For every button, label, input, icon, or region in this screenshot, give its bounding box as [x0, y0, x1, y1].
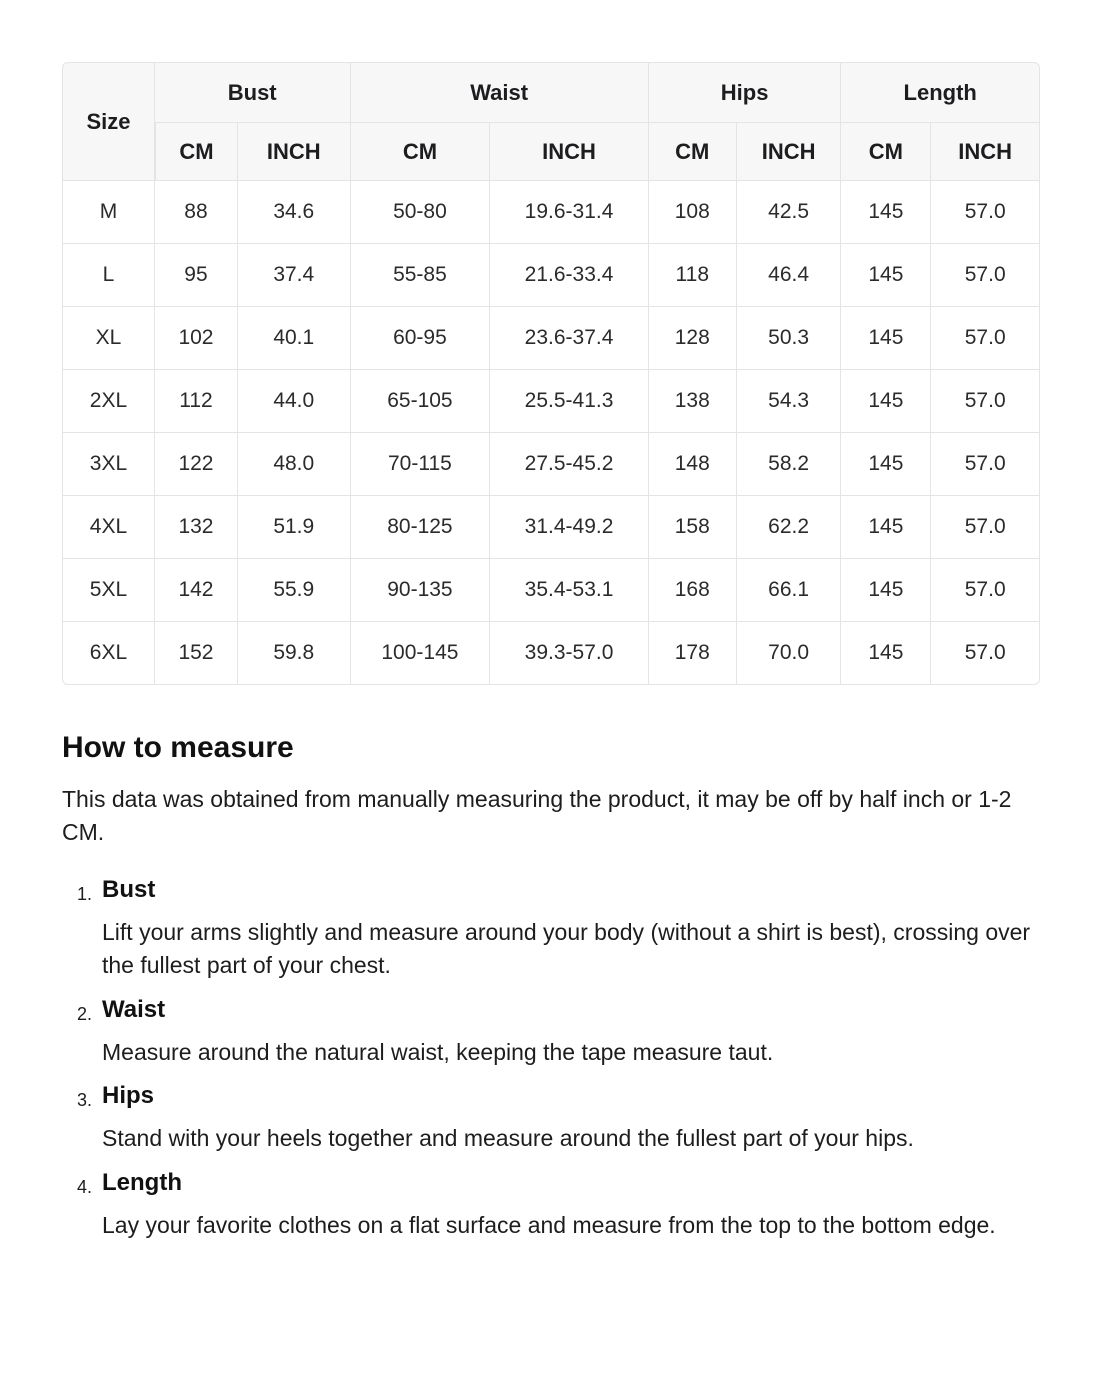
hips-cm-cell: 158 [649, 496, 737, 559]
bust-cm-cell: 88 [155, 181, 238, 244]
waist-inch-cell: 25.5-41.3 [490, 370, 648, 433]
hips-cm-cell: 118 [649, 244, 737, 307]
length-inch-cell: 57.0 [931, 181, 1040, 244]
hips-cm-cell: 128 [649, 307, 737, 370]
length-cm-cell: 145 [841, 622, 931, 685]
hips-group-header: Hips [649, 62, 842, 123]
header-unit-row [62, 123, 1040, 181]
waist-cm-cell: 100-145 [351, 622, 491, 685]
table-row-5xl [62, 559, 1040, 622]
list-item-length [62, 1169, 1040, 1242]
length-inch-cell: 57.0 [931, 559, 1040, 622]
length-inch-cell: 57.0 [931, 307, 1040, 370]
step-body [102, 1169, 1040, 1242]
step-description: Measure around the natural waist, keeping the tape measure taut. [102, 1038, 774, 1065]
waist-cm-cell: 60-95 [351, 307, 491, 370]
step-body [102, 1082, 1040, 1155]
step-body [102, 876, 1040, 981]
length-cm-cell: 145 [841, 181, 931, 244]
size-chart-table [62, 62, 1040, 685]
hips-inch-cell: 62.2 [737, 496, 842, 559]
length-cm-cell: 145 [841, 244, 931, 307]
length-cm-cell: 145 [841, 433, 931, 496]
hips-inch-cell: 70.0 [737, 622, 842, 685]
step-title: Waist [102, 995, 166, 1023]
length-inch-cell: 57.0 [931, 244, 1040, 307]
size-cell: 3XL [62, 433, 155, 496]
size-cell: L [62, 244, 155, 307]
hips-cm-cell: 138 [649, 370, 737, 433]
waist-inch-cell: 27.5-45.2 [490, 433, 648, 496]
hips-inch-cell: 42.5 [737, 181, 842, 244]
hips-inch-cell: 50.3 [737, 307, 842, 370]
bust-cm-cell: 122 [155, 433, 238, 496]
size-cell: 6XL [62, 622, 155, 685]
step-title: Hips [102, 1082, 155, 1110]
bust-cm-cell: 132 [155, 496, 238, 559]
bust-cm-header: CM [155, 123, 238, 181]
bust-inch-cell: 34.6 [238, 181, 350, 244]
length-cm-cell: 145 [841, 307, 931, 370]
waist-inch-cell: 21.6-33.4 [490, 244, 648, 307]
bust-inch-cell: 44.0 [238, 370, 350, 433]
bust-inch-header: INCH [238, 123, 350, 181]
hips-cm-cell: 108 [649, 181, 737, 244]
bust-cm-cell: 152 [155, 622, 238, 685]
length-inch-cell: 57.0 [931, 622, 1040, 685]
bust-inch-cell: 48.0 [238, 433, 350, 496]
length-inch-header: INCH [931, 123, 1040, 181]
length-group-header: Length [841, 62, 1040, 123]
length-inch-cell: 57.0 [931, 433, 1040, 496]
table-row-l [62, 244, 1040, 307]
waist-cm-cell: 65-105 [351, 370, 491, 433]
hips-cm-cell: 168 [649, 559, 737, 622]
bust-inch-cell: 37.4 [238, 244, 350, 307]
length-cm-header: CM [841, 123, 931, 181]
size-chart-body [62, 181, 1040, 685]
waist-inch-cell: 35.4-53.1 [490, 559, 648, 622]
waist-inch-cell: 19.6-31.4 [490, 181, 648, 244]
table-row-m [62, 181, 1040, 244]
waist-cm-header: CM [351, 123, 491, 181]
table-row-6xl [62, 622, 1040, 685]
hips-inch-cell: 58.2 [737, 433, 842, 496]
length-inch-cell: 57.0 [931, 496, 1040, 559]
bust-inch-cell: 55.9 [238, 559, 350, 622]
bust-cm-cell: 102 [155, 307, 238, 370]
size-column-header: Size [62, 62, 155, 181]
bust-inch-cell: 40.1 [238, 307, 350, 370]
waist-cm-cell: 55-85 [351, 244, 491, 307]
bust-group-header: Bust [155, 62, 351, 123]
step-title: Bust [102, 876, 156, 904]
table-row-4xl [62, 496, 1040, 559]
step-description: Lift your arms slightly and measure around your body (without a shirt is best), crossing over the fullest part of your chest. [102, 919, 1031, 978]
waist-inch-header: INCH [490, 123, 648, 181]
hips-inch-header: INCH [737, 123, 842, 181]
hips-inch-cell: 46.4 [737, 244, 842, 307]
list-item-waist [62, 996, 1040, 1069]
waist-inch-cell: 39.3-57.0 [490, 622, 648, 685]
waist-cm-cell: 90-135 [351, 559, 491, 622]
step-number: 2. [76, 1003, 92, 1024]
size-cell: XL [62, 307, 155, 370]
waist-cm-cell: 80-125 [351, 496, 491, 559]
step-title: Length [102, 1168, 182, 1196]
waist-cm-cell: 50-80 [351, 181, 491, 244]
table-row-xl [62, 307, 1040, 370]
waist-inch-cell: 23.6-37.4 [490, 307, 648, 370]
waist-inch-cell: 31.4-49.2 [490, 496, 648, 559]
step-number: 3. [76, 1090, 92, 1111]
length-cm-cell: 145 [841, 496, 931, 559]
size-cell: 2XL [62, 370, 155, 433]
how-to-measure-intro: This data was obtained from manually measuring the product, it may be off by half inch or 1-2 CM. [62, 786, 1012, 845]
step-description: Stand with your heels together and measure around the fullest part of your hips. [102, 1125, 914, 1152]
bust-cm-cell: 142 [155, 559, 238, 622]
step-number: 1. [76, 884, 92, 905]
size-chart-header [62, 62, 1040, 181]
bust-cm-cell: 95 [155, 244, 238, 307]
bust-inch-cell: 51.9 [238, 496, 350, 559]
hips-cm-header: CM [649, 123, 737, 181]
length-cm-cell: 145 [841, 559, 931, 622]
bust-inch-cell: 59.8 [238, 622, 350, 685]
hips-inch-cell: 66.1 [737, 559, 842, 622]
size-cell: M [62, 181, 155, 244]
waist-group-header: Waist [351, 62, 649, 123]
hips-cm-cell: 148 [649, 433, 737, 496]
how-to-measure-title: How to measure [62, 731, 294, 764]
header-group-row [62, 62, 1040, 123]
measure-steps-list [62, 876, 1040, 1241]
size-cell: 4XL [62, 496, 155, 559]
hips-cm-cell: 178 [649, 622, 737, 685]
size-cell: 5XL [62, 559, 155, 622]
length-inch-cell: 57.0 [931, 370, 1040, 433]
list-item-bust [62, 876, 1040, 981]
step-description: Lay your favorite clothes on a flat surface and measure from the top to the bottom edge. [102, 1211, 996, 1238]
step-number: 4. [76, 1176, 92, 1197]
hips-inch-cell: 54.3 [737, 370, 842, 433]
table-row-2xl [62, 370, 1040, 433]
table-row-3xl [62, 433, 1040, 496]
length-cm-cell: 145 [841, 370, 931, 433]
step-body [102, 996, 1040, 1069]
waist-cm-cell: 70-115 [351, 433, 491, 496]
bust-cm-cell: 112 [155, 370, 238, 433]
list-item-hips [62, 1082, 1040, 1155]
